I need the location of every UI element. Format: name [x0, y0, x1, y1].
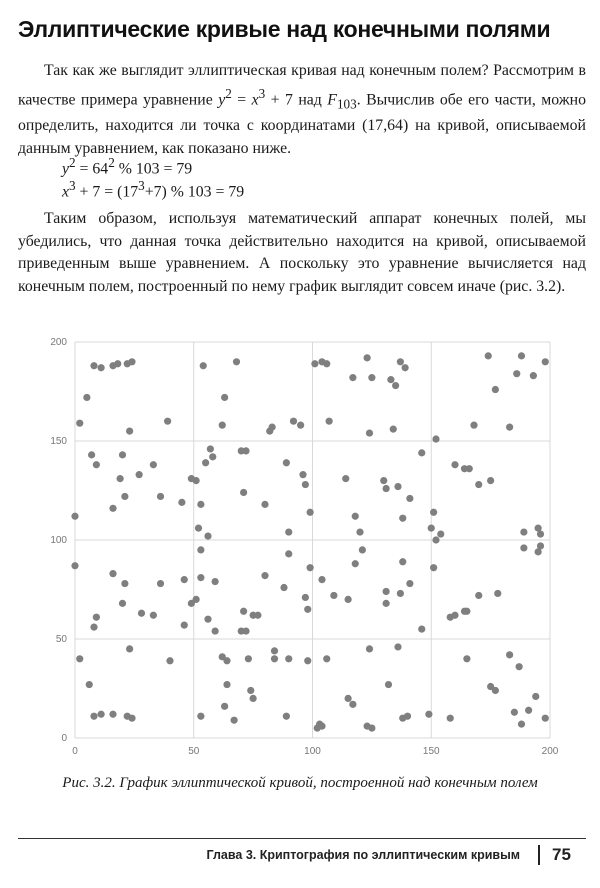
data-point: [532, 693, 539, 700]
data-point: [221, 703, 228, 710]
data-point: [231, 717, 238, 724]
data-points: [71, 352, 548, 731]
chapter-title: Глава 3. Криптография по эллиптическим кривым: [206, 848, 520, 862]
data-point: [511, 709, 518, 716]
data-point: [359, 546, 366, 553]
data-point: [88, 451, 95, 458]
data-point: [204, 532, 211, 539]
data-point: [240, 608, 247, 615]
data-point: [304, 606, 311, 613]
data-point: [451, 612, 458, 619]
data-point: [302, 594, 309, 601]
data-point: [126, 645, 133, 652]
data-point: [394, 643, 401, 650]
axis-tick-labels: [50, 337, 558, 757]
formula1-lhs: y: [62, 160, 70, 178]
data-point: [304, 657, 311, 664]
data-point: [383, 588, 390, 595]
data-point: [406, 495, 413, 502]
formula2-lhs: x: [62, 183, 70, 201]
data-point: [221, 394, 228, 401]
x-tick-label: 200: [541, 746, 559, 757]
data-point: [397, 590, 404, 597]
data-point: [447, 715, 454, 722]
intro-paragraph: [18, 60, 586, 160]
footer-separator: [538, 845, 540, 865]
data-point: [164, 418, 171, 425]
data-point: [349, 374, 356, 381]
data-point: [247, 687, 254, 694]
data-point: [285, 655, 292, 662]
conclusion-paragraph: Таким образом, используя математический аппарат конечных полей, мы убедились, что данная точка действительно находится на кривой, описываемой приведенным выше уравнением. А поскольку это уравнение вычисляется над конечным полем, построенный по нему график выглядит совсем иначе (рис. 3.2).: [18, 210, 586, 295]
data-point: [76, 655, 83, 662]
data-point: [318, 576, 325, 583]
data-point: [207, 445, 214, 452]
data-point: [197, 546, 204, 553]
data-point: [261, 572, 268, 579]
data-point: [307, 564, 314, 571]
data-point: [271, 647, 278, 654]
data-point: [71, 513, 78, 520]
data-point: [437, 530, 444, 537]
data-point: [157, 580, 164, 587]
data-point: [466, 465, 473, 472]
data-point: [394, 483, 401, 490]
y-tick-label: 150: [50, 436, 67, 447]
data-point: [242, 627, 249, 634]
data-point: [178, 499, 185, 506]
data-point: [475, 592, 482, 599]
formula1-lhs-exponent: 2: [69, 155, 76, 170]
x-tick-label: 0: [72, 746, 78, 757]
data-point: [197, 574, 204, 581]
formula-x-cubed: [62, 175, 244, 203]
intro-text-end: . Вычислив обе его части, можно определить, находится ли точка с координатами (17,64) на кривой, описываемой данным уравнением, как показано ниже.: [18, 90, 587, 157]
data-point: [212, 627, 219, 634]
data-point: [383, 485, 390, 492]
data-point: [302, 481, 309, 488]
data-point: [520, 528, 527, 535]
data-point: [269, 424, 276, 431]
data-point: [356, 528, 363, 535]
data-point: [299, 471, 306, 478]
data-point: [71, 562, 78, 569]
data-point: [307, 509, 314, 516]
data-point: [181, 576, 188, 583]
data-point: [516, 663, 523, 670]
data-point: [518, 721, 525, 728]
data-point: [193, 477, 200, 484]
data-point: [90, 624, 97, 631]
data-point: [290, 418, 297, 425]
data-point: [223, 657, 230, 664]
data-point: [98, 364, 105, 371]
grid-lines: [75, 342, 550, 738]
eq-y: y: [218, 90, 226, 108]
data-point: [485, 352, 492, 359]
data-point: [195, 525, 202, 532]
data-point: [418, 449, 425, 456]
data-point: [487, 477, 494, 484]
data-point: [121, 493, 128, 500]
data-point: [387, 376, 394, 383]
data-point: [83, 394, 90, 401]
intro-text-start: Так как же выглядит эллиптическая кривая над конечным полем? Рассмотрим в качестве примера уравнение: [18, 62, 586, 108]
data-point: [280, 584, 287, 591]
data-point: [119, 600, 126, 607]
data-point: [418, 626, 425, 633]
data-point: [157, 493, 164, 500]
data-point: [219, 422, 226, 429]
data-point: [323, 360, 330, 367]
data-point: [197, 501, 204, 508]
x-tick-label: 50: [188, 746, 200, 757]
data-point: [209, 453, 216, 460]
data-point: [399, 515, 406, 522]
data-point: [212, 578, 219, 585]
y-tick-label: 100: [50, 535, 67, 546]
data-point: [366, 429, 373, 436]
data-point: [193, 596, 200, 603]
data-point: [402, 364, 409, 371]
data-point: [463, 655, 470, 662]
data-point: [432, 435, 439, 442]
data-point: [240, 489, 247, 496]
field-symbol: F: [327, 90, 337, 108]
data-point: [520, 544, 527, 551]
data-point: [114, 360, 121, 367]
figure-caption: Рис. 3.2. График эллиптической кривой, построенной над конечным полем: [62, 775, 538, 791]
data-point: [492, 687, 499, 694]
data-point: [233, 358, 240, 365]
data-point: [352, 560, 359, 567]
data-point: [383, 600, 390, 607]
data-point: [271, 655, 278, 662]
data-point: [245, 655, 252, 662]
data-point: [150, 612, 157, 619]
data-point: [138, 610, 145, 617]
data-point: [93, 614, 100, 621]
eq-equals: =: [231, 90, 252, 108]
data-point: [86, 681, 93, 688]
data-point: [506, 424, 513, 431]
data-point: [318, 723, 325, 730]
data-point: [90, 362, 97, 369]
x-tick-label: 150: [422, 746, 440, 757]
data-point: [530, 372, 537, 379]
section-heading: Эллиптические кривые над конечными полями: [18, 16, 551, 42]
data-point: [261, 501, 268, 508]
formula1-rhs-base: = 64: [75, 160, 109, 178]
data-point: [150, 461, 157, 468]
data-point: [397, 358, 404, 365]
data-point: [406, 580, 413, 587]
data-point: [109, 711, 116, 718]
data-point: [366, 645, 373, 652]
data-point: [451, 461, 458, 468]
data-point: [430, 509, 437, 516]
data-point: [250, 695, 257, 702]
data-point: [494, 590, 501, 597]
data-point: [285, 550, 292, 557]
data-point: [404, 713, 411, 720]
y-tick-label: 50: [55, 634, 67, 645]
data-point: [242, 447, 249, 454]
data-point: [93, 461, 100, 468]
x-tick-label: 100: [304, 746, 321, 757]
data-point: [368, 725, 375, 732]
eq-x: x: [251, 90, 259, 108]
data-point: [181, 622, 188, 629]
data-point: [76, 420, 83, 427]
data-point: [323, 655, 330, 662]
formula2-rhs-tail: +7) % 103 = 79: [144, 183, 245, 201]
data-point: [200, 362, 207, 369]
data-point: [425, 711, 432, 718]
data-point: [90, 713, 97, 720]
data-point: [390, 426, 397, 433]
data-point: [492, 386, 499, 393]
field-subscript: 103: [336, 95, 357, 111]
data-point: [98, 711, 105, 718]
data-point: [126, 428, 133, 435]
footer-rule: [18, 838, 586, 839]
formula1-rhs-tail: % 103 = 79: [114, 160, 193, 178]
formula2-rhs-exponent: 3: [138, 178, 145, 193]
data-point: [349, 701, 356, 708]
data-point: [311, 360, 318, 367]
elliptic-curve-scatter-chart: [40, 330, 560, 762]
eq-x-exponent: 3: [258, 85, 266, 101]
data-point: [197, 713, 204, 720]
formula2-rhs-base: + 7 = (17: [75, 183, 139, 201]
data-point: [283, 713, 290, 720]
data-point: [542, 358, 549, 365]
data-point: [121, 580, 128, 587]
formula1-rhs-exponent: 2: [108, 155, 115, 170]
data-point: [326, 418, 333, 425]
eq-tail: + 7 над: [265, 90, 328, 108]
data-point: [109, 505, 116, 512]
data-point: [117, 475, 124, 482]
data-point: [364, 354, 371, 361]
data-point: [285, 528, 292, 535]
data-point: [297, 422, 304, 429]
page-number: 75: [552, 845, 571, 864]
data-point: [470, 422, 477, 429]
data-point: [223, 681, 230, 688]
data-point: [109, 570, 116, 577]
data-point: [518, 352, 525, 359]
data-point: [352, 513, 359, 520]
data-point: [204, 616, 211, 623]
data-point: [345, 596, 352, 603]
data-point: [119, 451, 126, 458]
data-point: [166, 657, 173, 664]
data-point: [399, 558, 406, 565]
data-point: [136, 471, 143, 478]
data-point: [506, 651, 513, 658]
data-point: [432, 536, 439, 543]
data-point: [342, 475, 349, 482]
data-point: [380, 477, 387, 484]
data-point: [542, 715, 549, 722]
data-point: [513, 370, 520, 377]
data-point: [525, 707, 532, 714]
data-point: [128, 358, 135, 365]
y-tick-label: 200: [50, 337, 67, 348]
data-point: [537, 542, 544, 549]
data-point: [368, 374, 375, 381]
data-point: [475, 481, 482, 488]
formula2-lhs-exponent: 3: [69, 178, 76, 193]
data-point: [283, 459, 290, 466]
data-point: [428, 525, 435, 532]
data-point: [463, 608, 470, 615]
data-point: [345, 695, 352, 702]
data-point: [254, 612, 261, 619]
data-point: [385, 681, 392, 688]
data-point: [330, 592, 337, 599]
data-point: [537, 530, 544, 537]
data-point: [128, 715, 135, 722]
data-point: [430, 564, 437, 571]
eq-y-exponent: 2: [225, 85, 232, 101]
data-point: [202, 459, 209, 466]
data-point: [392, 382, 399, 389]
y-tick-label: 0: [61, 733, 67, 744]
